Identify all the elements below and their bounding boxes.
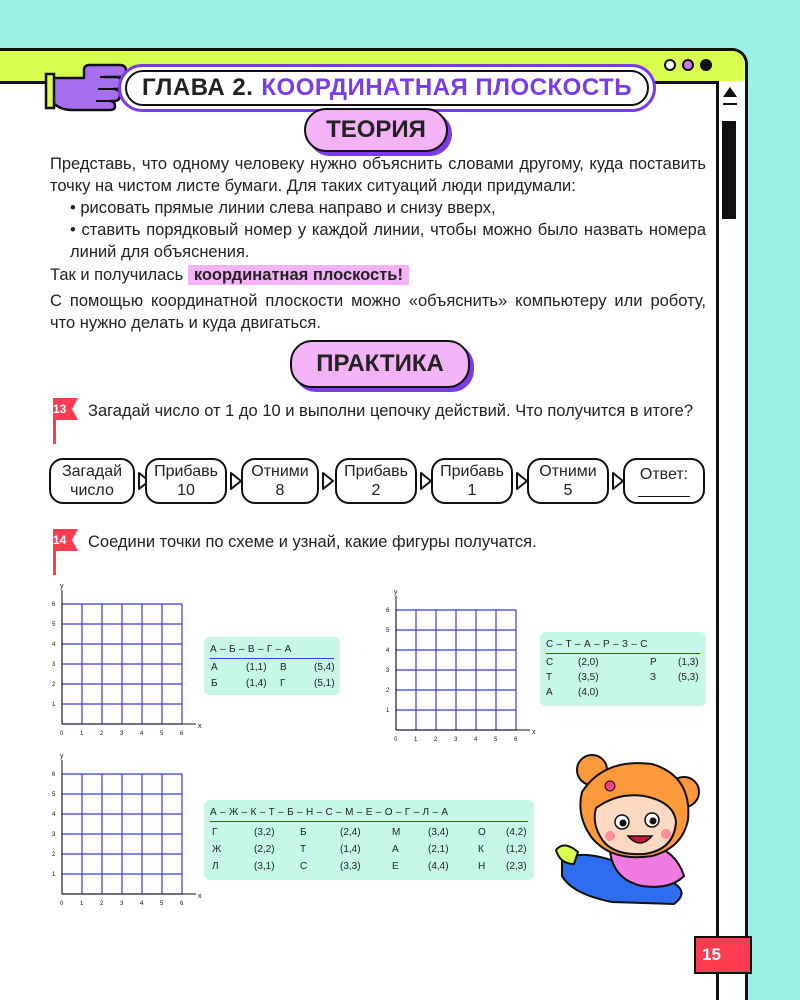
girl-illustration bbox=[552, 752, 702, 912]
x-tick-label: 5 bbox=[494, 737, 498, 743]
y-tick-label: 3 bbox=[52, 662, 56, 668]
theory-intro: Представь, что одному человеку нужно объяснить словами другому, куда поставить точку на чистом листе бумаги. Для таких ситуаций люди придумали: bbox=[50, 155, 706, 195]
scrollbar[interactable] bbox=[716, 81, 745, 1000]
task-14-number: 14 bbox=[53, 533, 67, 547]
answer-blank[interactable] bbox=[638, 486, 690, 497]
y-axis-label: y bbox=[394, 589, 398, 596]
x-tick-label: 3 bbox=[120, 901, 124, 907]
points-table-1 bbox=[204, 637, 340, 695]
point-label: О bbox=[478, 827, 486, 838]
table-3-sequence: А – Ж – К – Т – Б – Н – С – М – Е – О – Г – Л – А bbox=[210, 807, 449, 818]
x-tick-label: 1 bbox=[80, 901, 84, 907]
theory-bullet-2: • ставить порядковый номер у каждой линии, чтобы можно было назвать номера линий для объяснения. bbox=[70, 221, 706, 261]
point-label: Н bbox=[478, 861, 486, 872]
pointing-hand-icon bbox=[44, 62, 128, 112]
y-tick-label: 6 bbox=[386, 608, 390, 614]
point-label: Б bbox=[211, 678, 218, 689]
y-tick-label: 5 bbox=[52, 622, 56, 628]
chapter-name: КООРДИНАТНАЯ ПЛОСКОСТЬ bbox=[261, 74, 632, 101]
point-coord: (5,1) bbox=[314, 678, 335, 689]
point-coord: (1,4) bbox=[246, 678, 267, 689]
point-coord: (1,1) bbox=[246, 662, 267, 673]
point-label: В bbox=[280, 662, 287, 673]
window-dot-black[interactable] bbox=[700, 59, 712, 71]
point-coord: (3,2) bbox=[254, 827, 275, 838]
point-label: Б bbox=[300, 827, 307, 838]
point-coord: (1,2) bbox=[506, 844, 527, 855]
y-tick-label: 1 bbox=[52, 872, 56, 878]
window-dot-white[interactable] bbox=[664, 59, 676, 71]
chapter-prefix: ГЛАВА 2. bbox=[142, 74, 254, 101]
y-axis-label: y bbox=[60, 583, 64, 590]
y-tick-label: 4 bbox=[52, 642, 56, 648]
x-tick-label: 1 bbox=[414, 737, 418, 743]
x-tick-label: 2 bbox=[100, 901, 104, 907]
task-13-text: Загадай число от 1 до 10 и выполни цепочку действий. Что получится в итоге? bbox=[88, 402, 694, 420]
point-label: С bbox=[546, 657, 554, 668]
x-axis-label: x bbox=[198, 893, 202, 900]
y-tick-label: 6 bbox=[52, 602, 56, 608]
theory-text bbox=[50, 153, 706, 286]
y-tick-label: 3 bbox=[52, 832, 56, 838]
y-tick-label: 2 bbox=[52, 852, 56, 858]
chapter-title bbox=[118, 64, 656, 112]
x-axis-label: x bbox=[532, 729, 536, 736]
scroll-thumb[interactable] bbox=[722, 121, 736, 219]
y-tick-label: 1 bbox=[386, 708, 390, 714]
x-tick-label: 2 bbox=[434, 737, 438, 743]
point-label: Е bbox=[392, 861, 399, 872]
point-label: Л bbox=[212, 861, 219, 872]
x-tick-label: 5 bbox=[160, 901, 164, 907]
points-table-2 bbox=[540, 632, 706, 706]
practice-label: ПРАКТИКА bbox=[290, 340, 470, 388]
point-label: М bbox=[392, 827, 401, 838]
arrow-right-icon bbox=[321, 471, 335, 491]
window-dot-violet[interactable] bbox=[682, 59, 694, 71]
y-tick-label: 5 bbox=[52, 792, 56, 798]
point-coord: (3,4) bbox=[428, 827, 449, 838]
step-subtract-5: Отними 5 bbox=[527, 458, 609, 504]
table-2-sequence: С – Т – А – Р – З – С bbox=[546, 639, 648, 650]
x-tick-label: 4 bbox=[140, 901, 144, 907]
point-label: А bbox=[546, 687, 553, 698]
point-coord: (2,2) bbox=[254, 844, 275, 855]
step-add-10: Прибавь 10 bbox=[145, 458, 227, 504]
x-axis-label: x bbox=[198, 723, 202, 730]
points-table-3 bbox=[204, 800, 534, 880]
point-label: Г bbox=[212, 827, 218, 838]
point-coord: (4,4) bbox=[428, 861, 449, 872]
x-tick-label: 3 bbox=[120, 731, 124, 737]
x-tick-label: 5 bbox=[160, 731, 164, 737]
theory-bullet-1: • рисовать прямые линии слева направо и снизу вверх, bbox=[70, 199, 496, 217]
point-coord: (2,1) bbox=[428, 844, 449, 855]
coordinate-grid-3[interactable] bbox=[40, 753, 205, 919]
coordinate-grid-2[interactable] bbox=[374, 589, 539, 755]
step-answer: Ответ: bbox=[623, 458, 705, 504]
point-label: Т bbox=[300, 844, 307, 855]
x-tick-label: 6 bbox=[180, 731, 184, 737]
theory-result-text: Так и получилась bbox=[50, 266, 184, 284]
point-label: З bbox=[650, 672, 657, 683]
x-tick-label: 0 bbox=[394, 737, 398, 743]
step-add-2: Прибавь 2 bbox=[335, 458, 417, 504]
scroll-divider bbox=[723, 103, 737, 105]
point-label: Р bbox=[650, 657, 657, 668]
y-tick-label: 5 bbox=[386, 628, 390, 634]
point-label: С bbox=[300, 861, 308, 872]
point-coord: (3,1) bbox=[254, 861, 275, 872]
coordinate-grid-1[interactable] bbox=[40, 583, 205, 749]
x-tick-label: 4 bbox=[474, 737, 478, 743]
step-add-1: Прибавь 1 bbox=[431, 458, 513, 504]
point-label: Ж bbox=[212, 844, 222, 855]
point-coord: (2,4) bbox=[340, 827, 361, 838]
point-label: Т bbox=[546, 672, 553, 683]
scroll-up-arrow-icon[interactable] bbox=[723, 87, 737, 97]
x-tick-label: 6 bbox=[514, 737, 518, 743]
point-coord: (4,0) bbox=[578, 687, 599, 698]
task-13-number: 13 bbox=[53, 402, 67, 416]
x-tick-label: 0 bbox=[60, 901, 64, 907]
theory-result-highlight: координатная плоскость! bbox=[188, 265, 409, 285]
y-tick-label: 4 bbox=[386, 648, 390, 654]
x-tick-label: 2 bbox=[100, 731, 104, 737]
point-coord: (5,4) bbox=[314, 662, 335, 673]
action-chain bbox=[49, 458, 709, 508]
point-coord: (4,2) bbox=[506, 827, 527, 838]
point-coord: (5,3) bbox=[678, 672, 699, 683]
point-coord: (3,5) bbox=[578, 672, 599, 683]
x-tick-label: 3 bbox=[454, 737, 458, 743]
step-subtract-8: Отними 8 bbox=[241, 458, 319, 504]
y-tick-label: 2 bbox=[386, 688, 390, 694]
point-coord: (1,3) bbox=[678, 657, 699, 668]
y-tick-label: 1 bbox=[52, 702, 56, 708]
point-label: Г bbox=[280, 678, 286, 689]
y-tick-label: 6 bbox=[52, 772, 56, 778]
y-tick-label: 4 bbox=[52, 812, 56, 818]
task-14-text: Соедини точки по схеме и узнай, какие фигуры получатся. bbox=[88, 533, 537, 551]
point-coord: (1,4) bbox=[340, 844, 361, 855]
theory-label: ТЕОРИЯ bbox=[304, 108, 448, 152]
step-think-number: Загадай число bbox=[49, 458, 135, 504]
x-tick-label: 1 bbox=[80, 731, 84, 737]
point-label: А bbox=[392, 844, 399, 855]
table-1-sequence: А – Б – В – Г – А bbox=[210, 644, 292, 655]
point-coord: (2,0) bbox=[578, 657, 599, 668]
x-tick-label: 6 bbox=[180, 901, 184, 907]
theory-para2: С помощью координатной плоскости можно «объяснить» компьютеру или роботу, что нужно делать и куда двигаться. bbox=[50, 292, 706, 332]
y-axis-label: y bbox=[60, 753, 64, 760]
point-coord: (2,3) bbox=[506, 861, 527, 872]
x-tick-label: 0 bbox=[60, 731, 64, 737]
point-label: К bbox=[478, 844, 484, 855]
point-coord: (3,3) bbox=[340, 861, 361, 872]
y-tick-label: 3 bbox=[386, 668, 390, 674]
x-tick-label: 4 bbox=[140, 731, 144, 737]
page-number: 15 bbox=[694, 936, 752, 974]
point-label: А bbox=[211, 662, 218, 673]
y-tick-label: 2 bbox=[52, 682, 56, 688]
